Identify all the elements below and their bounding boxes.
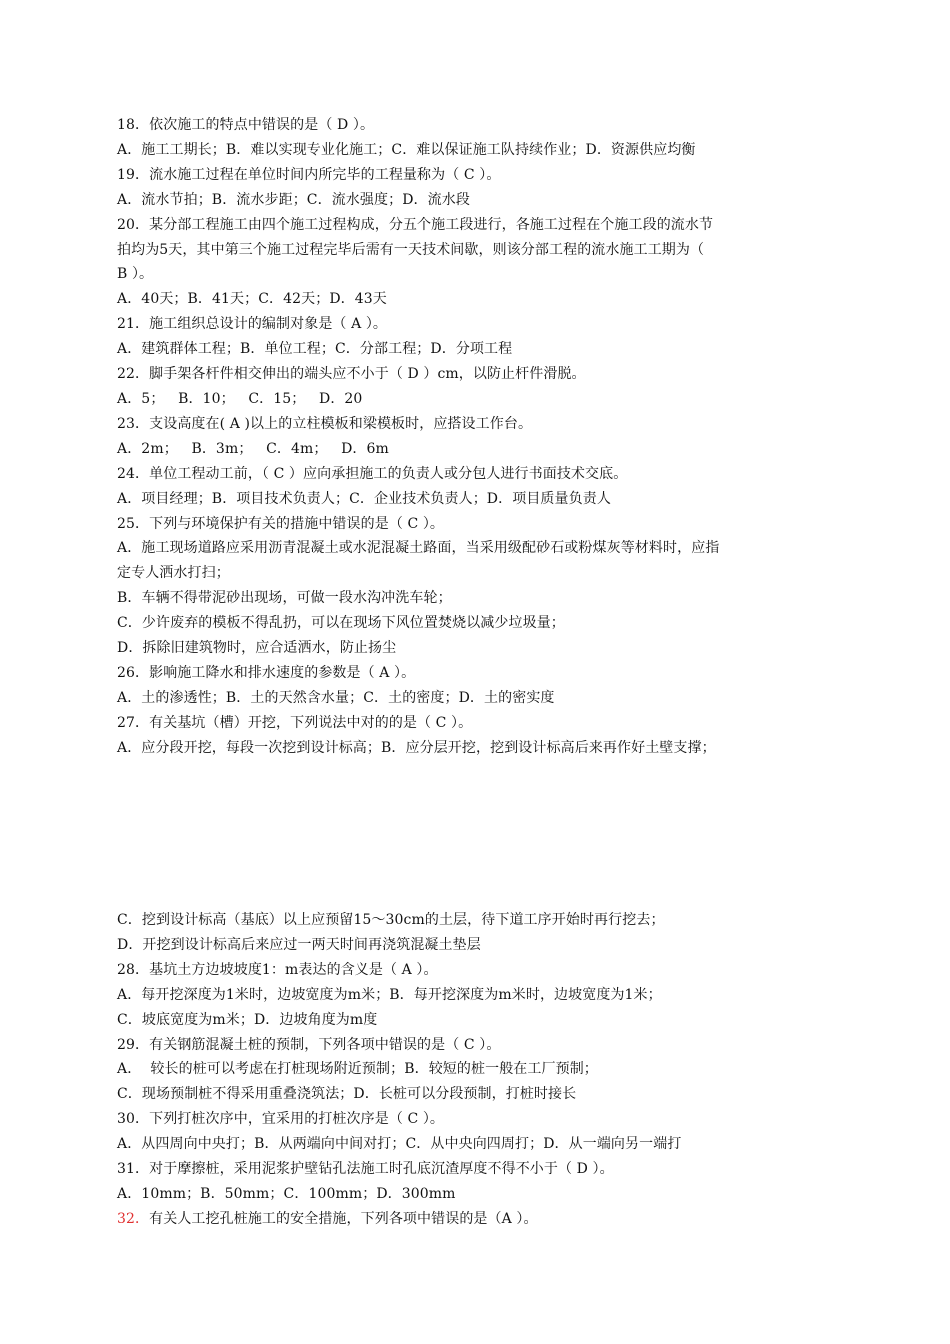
text-line: C．挖到设计标高（基底）以上应预留15～30cm的土层，待下道工序开始时再行挖去； — [117, 912, 665, 928]
text-line: A．项目经理；B．项目技术负责人；C．企业技术负责人；D．项目质量负责人 — [117, 490, 611, 507]
text-line: C．现场预制桩不得采用重叠浇筑法；D．长桩可以分段预制，打桩时接长 — [117, 1086, 577, 1103]
text-line: 31．对于摩擦桩，采用泥浆护壁钻孔法施工时孔底沉渣厚度不得不小于（ D ）。 — [117, 1161, 614, 1178]
text-line: 25．下列与环境保护有关的措施中错误的是（ C ）。 — [117, 515, 445, 532]
text-line: 29．有关钢筋混凝土桩的预制，下列各项中错误的是（ C ）。 — [117, 1036, 501, 1053]
text-line: A．40天；B．41天；C．42天；D．43天 — [117, 291, 387, 308]
question-block-bottom — [117, 908, 835, 1232]
text-line: A．2m； B．3m； C．4m； D．6m — [117, 440, 389, 457]
text-line: 18．依次施工的特点中错误的是（ D ）。 — [117, 117, 375, 133]
text-line: A．施工工期长；B．难以实现专业化施工；C．难以保证施工队持续作业；D．资源供应均衡 — [117, 141, 696, 158]
text-line: 22．脚手架各杆件相交伸出的端头应不小于（ D ）cm，以防止杆件滑脱。 — [117, 366, 586, 383]
text-line: A．应分段开挖，每段一次挖到设计标高；B．应分层开挖，挖到设计标高后来再作好土壁支撑； — [117, 739, 716, 756]
text-line: B ）。 — [117, 266, 154, 283]
text-line: 26．影响施工降水和排水速度的参数是（ A ）。 — [117, 664, 416, 681]
text-line: A．土的渗透性；B．土的天然含水量；C．土的密度；D．土的密实度 — [117, 689, 555, 706]
question-32-line — [117, 1207, 835, 1232]
text-line: B．车辆不得带泥砂出现场，可做一段水沟冲洗车轮； — [117, 590, 452, 607]
text-line: 27．有关基坑（槽）开挖，下列说法中对的的是（ C ）。 — [117, 714, 473, 731]
text-line: A．每开挖深度为1米时，边坡宽度为m米；B．每开挖深度为m米时，边坡宽度为1米； — [117, 986, 662, 1003]
text-line: C．坡底宽度为m米；D．边坡角度为m度 — [117, 1011, 378, 1028]
question-32-text: 有关人工挖孔桩施工的安全措施，下列各项中错误的是（A ）。 — [149, 1210, 538, 1227]
text-line: A． 较长的桩可以考虑在打桩现场附近预制；B．较短的桩一般在工厂预制； — [117, 1061, 598, 1078]
text-line: A．流水节拍；B．流水步距；C．流水强度；D．流水段 — [117, 191, 470, 208]
text-line: 拍均为5天，其中第三个施工过程完毕后需有一天技术间歇，则该分部工程的流水施工工期为（ — [117, 241, 705, 258]
text-line: 23．支设高度在( A )以上的立柱模板和梁模板时，应搭设工作台。 — [117, 415, 533, 432]
text-line: A．10mm；B．50mm；C．100mm；D．300mm — [117, 1185, 456, 1202]
text-line: 24．单位工程动工前，（ C ）应向承担施工的负责人或分包人进行书面技术交底。 — [117, 465, 628, 482]
text-line: D．拆除旧建筑物时，应合适洒水，防止扬尘 — [117, 640, 397, 657]
text-line: A．施工现场道路应采用沥青混凝土或水泥混凝土路面，当采用级配砂石或粉煤灰等材料时，应指 — [117, 540, 720, 557]
text-line: A．5； B．10； C．15； D．20 — [117, 390, 363, 407]
text-line: 20．某分部工程施工由四个施工过程构成，分五个施工段进行，各施工过程在个施工段的流水节 — [117, 216, 714, 233]
text-line: 28．基坑土方边坡坡度1：m表达的含义是（ A ）。 — [117, 961, 438, 978]
question-block-top — [117, 113, 835, 761]
text-line: 19．流水施工过程在单位时间内所完毕的工程量称为（ C ）。 — [117, 166, 501, 183]
text-line: A．从四周向中央打；B．从两端向中间对打；C．从中央向四周打；D．从一端向另一端打 — [117, 1136, 682, 1153]
text-line: 定专人洒水打扫； — [117, 565, 230, 582]
text-line: 21．施工组织总设计的编制对象是（ A ）。 — [117, 316, 388, 333]
text-line: D．开挖到设计标高后来应过一两天时间再浇筑混凝土垫层 — [117, 936, 481, 953]
text-line: A．建筑群体工程；B．单位工程；C．分部工程；D．分项工程 — [117, 341, 513, 358]
text-line: C．少许废弃的模板不得乱扔，可以在现场下风位置焚烧以减少垃圾量； — [117, 615, 565, 632]
text-line: 30．下列打桩次序中，宜采用的打桩次序是（ C ）。 — [117, 1111, 445, 1128]
question-32-number: 32． — [117, 1210, 150, 1227]
